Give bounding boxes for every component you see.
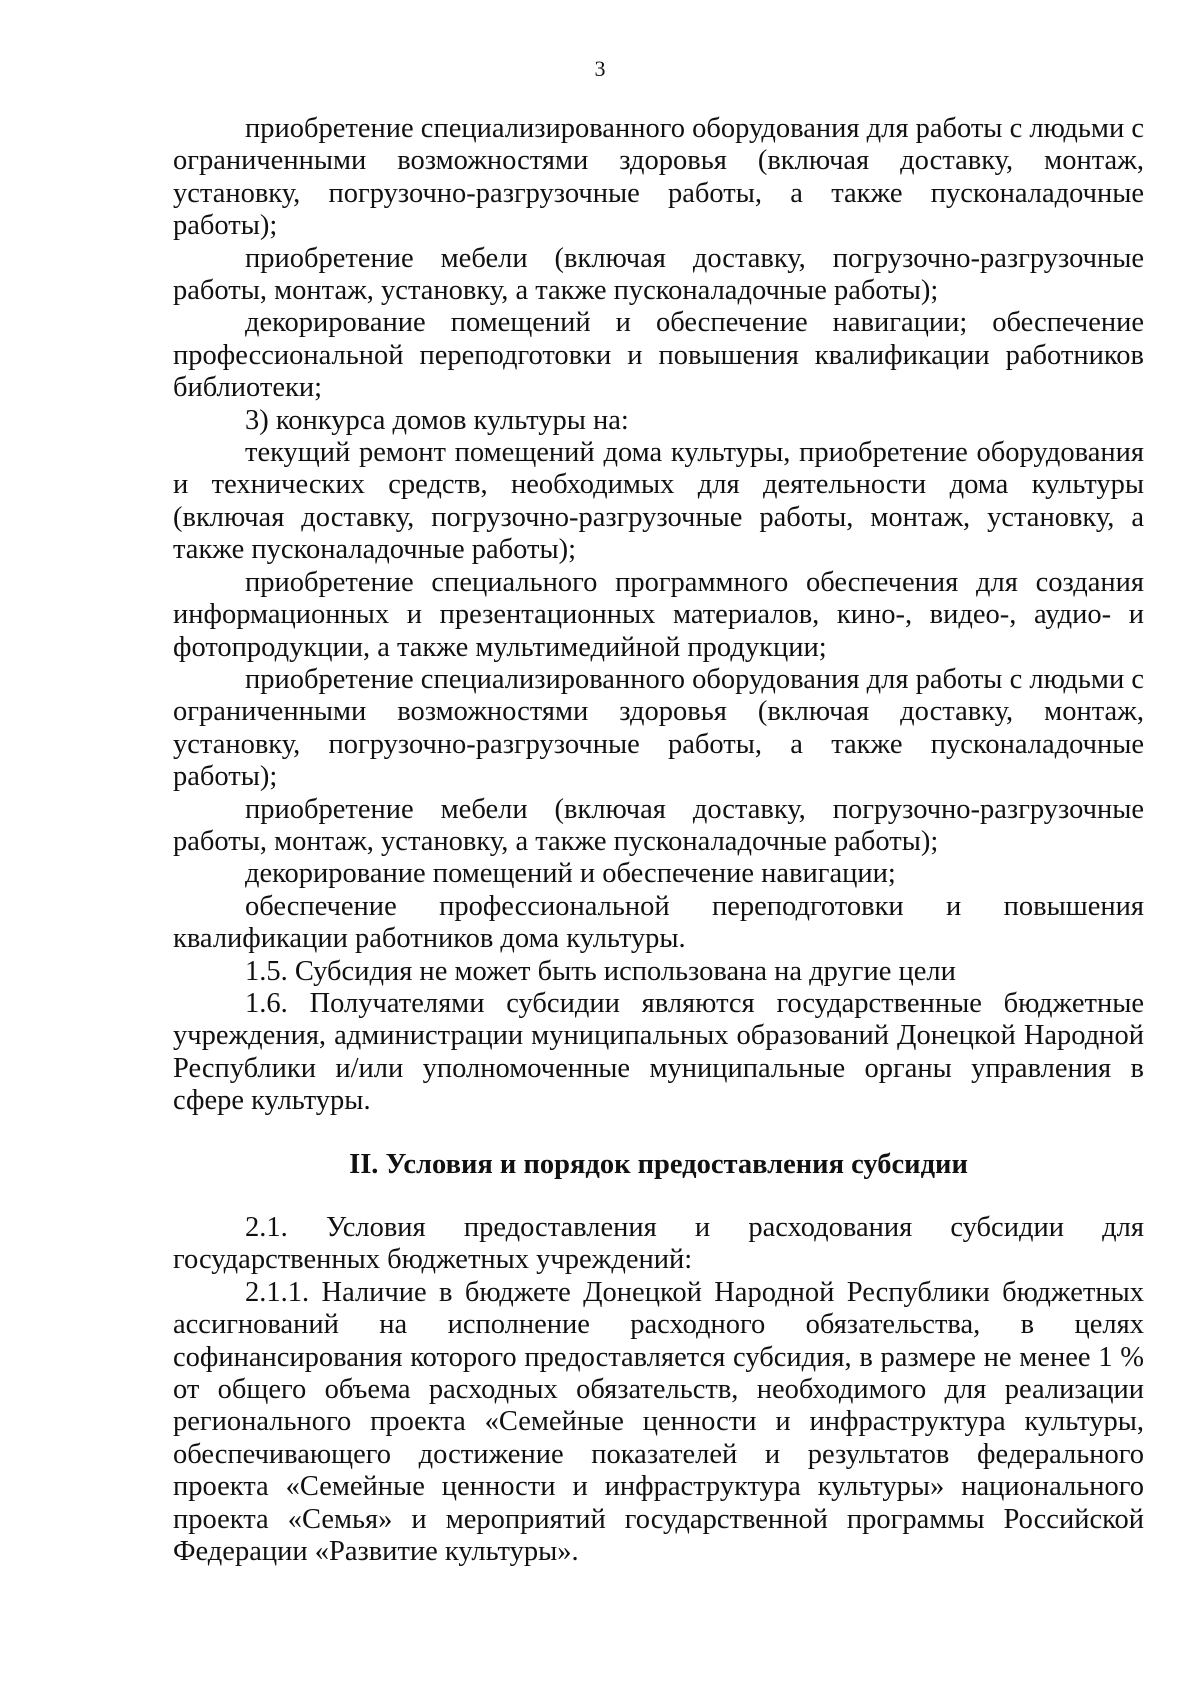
paragraph: текущий ремонт помещений дома культуры, приобретение оборудования и технических средств, необходимых для деятельности дома культуры (включая доставку, погрузочно-разгрузочные работы, монтаж, установку, а также пусконаладочные работы); bbox=[173, 437, 1144, 566]
paragraph: 1.5. Субсидия не может быть использована на другие цели bbox=[245, 955, 956, 987]
paragraph: 2.1.1. Наличие в бюджете Донецкой Народной Республики бюджетных ассигнований на исполнение расходного обязательства, в целях софинансирования которого предоставляется субсидия, в размере не менее 1 % от общего объема расходных обязательств, необходимого для реализации регионального проекта «Семейные ценности и инфраструктура культуры, обеспечивающего достижение показателей и результатов федерального проекта «Семейные ценности и инфраструктура культуры» национального проекта «Семья» и мероприятий государственной программы Российской Федерации «Развитие культуры». bbox=[173, 1276, 1144, 1568]
paragraph: приобретение специализированного оборудования для работы с людьми с ограниченными возможностями здоровья (включая доставку, монтаж, установку, погрузочно-разгрузочные работы, а также пусконаладочные работы); bbox=[173, 113, 1144, 242]
paragraph: декорирование помещений и обеспечение навигации; обеспечение профессиональной переподготовки и повышения квалификации работников библиотеки; bbox=[173, 307, 1144, 404]
paragraph: приобретение мебели (включая доставку, погрузочно-разгрузочные работы, монтаж, установку, а также пусконаладочные работы); bbox=[173, 242, 1144, 307]
paragraph: обеспечение профессиональной переподготовки и повышения квалификации работников дома культуры. bbox=[173, 890, 1144, 955]
paragraph: приобретение специализированного оборудования для работы с людьми с ограниченными возможностями здоровья (включая доставку, монтаж, установку, погрузочно-разгрузочные работы, а также пусконаладочные работы); bbox=[173, 663, 1144, 793]
paragraph: 3) конкурса домов культуры на: bbox=[245, 404, 629, 436]
paragraph: 1.6. Получателями субсидии являются государственные бюджетные учреждения, администрации муниципальных образований Донецкой Народной Республики и/или уполномоченные муниципальные органы управления в сфере культуры. bbox=[173, 987, 1144, 1117]
document-body bbox=[173, 113, 1144, 1568]
paragraph: приобретение специального программного обеспечения для создания информационных и презентационных материалов, кино-, видео-, аудио- и фотопродукции, а также мультимедийной продукции; bbox=[173, 566, 1144, 663]
section-heading: II. Условия и порядок предоставления субсидии bbox=[349, 1148, 968, 1180]
paragraph: 2.1. Условия предоставления и расходования субсидии для государственных бюджетных учреждений: bbox=[173, 1212, 1144, 1276]
paragraph: приобретение мебели (включая доставку, погрузочно-разгрузочные работы, монтаж, установку, а также пусконаладочные работы); bbox=[173, 793, 1144, 857]
paragraph: декорирование помещений и обеспечение навигации; bbox=[245, 858, 896, 890]
page-number: 3 bbox=[594, 56, 606, 81]
